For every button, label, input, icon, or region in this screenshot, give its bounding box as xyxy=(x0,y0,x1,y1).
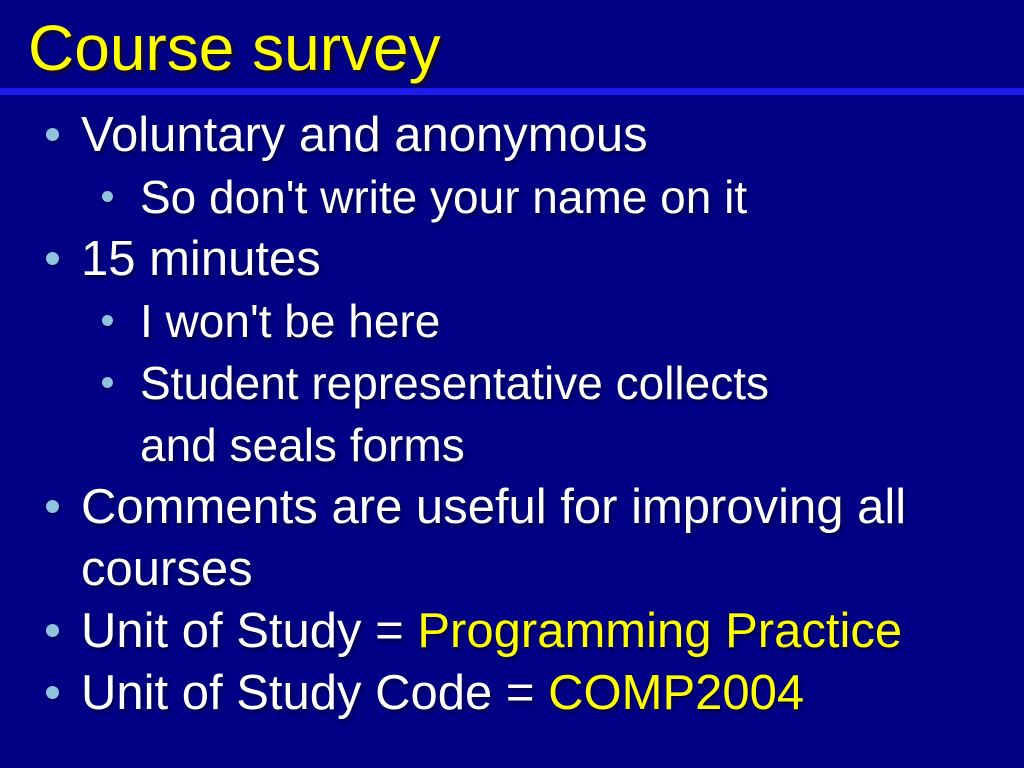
text-line xyxy=(140,166,747,228)
text-segment: COMP2004 xyxy=(548,666,805,720)
bullet-item-4 xyxy=(0,352,1024,476)
bullet-text xyxy=(81,104,648,166)
bullet-text xyxy=(81,228,321,290)
bullet-item-5 xyxy=(0,476,1024,600)
bullet-icon xyxy=(102,315,113,326)
text-line xyxy=(81,600,902,662)
bullet-text xyxy=(140,352,769,476)
bullet-item-3 xyxy=(0,290,1024,352)
text-line xyxy=(140,352,769,414)
bullet-icon xyxy=(102,191,113,202)
bullet-icon xyxy=(46,128,59,141)
slide-title: Course survey xyxy=(28,12,441,84)
bullet-text xyxy=(81,662,804,724)
text-segment: Student representative collects xyxy=(140,357,770,409)
bullet-icon xyxy=(46,500,59,513)
text-segment: 15 minutes xyxy=(81,232,321,286)
text-line xyxy=(81,662,804,724)
bullet-text xyxy=(140,166,747,228)
text-segment: Unit of Study Code = xyxy=(81,666,549,720)
text-segment: courses xyxy=(81,542,253,596)
text-segment: and seals forms xyxy=(140,419,465,471)
bullet-icon xyxy=(46,624,59,637)
bullet-list xyxy=(0,104,1024,724)
text-line xyxy=(81,538,906,600)
text-line xyxy=(81,104,648,166)
bullet-text xyxy=(81,476,906,600)
text-segment: Comments are useful for improving all xyxy=(81,480,907,534)
bullet-item-1 xyxy=(0,166,1024,228)
text-segment: So don't write your name on it xyxy=(140,171,748,223)
text-line xyxy=(81,228,321,290)
text-segment: Unit of Study = xyxy=(81,604,418,658)
bullet-icon xyxy=(102,377,113,388)
bullet-icon xyxy=(46,686,59,699)
bullet-item-6 xyxy=(0,600,1024,662)
text-line xyxy=(81,476,906,538)
bullet-text xyxy=(81,600,902,662)
text-line xyxy=(140,290,440,352)
text-segment: I won't be here xyxy=(140,295,441,347)
bullet-icon xyxy=(46,252,59,265)
text-segment: Programming Practice xyxy=(417,604,903,658)
title-underline xyxy=(0,88,1024,95)
text-segment: Voluntary and anonymous xyxy=(81,108,648,162)
text-line xyxy=(140,414,769,476)
bullet-item-7 xyxy=(0,662,1024,724)
bullet-text xyxy=(140,290,440,352)
bullet-item-0 xyxy=(0,104,1024,166)
bullet-item-2 xyxy=(0,228,1024,290)
